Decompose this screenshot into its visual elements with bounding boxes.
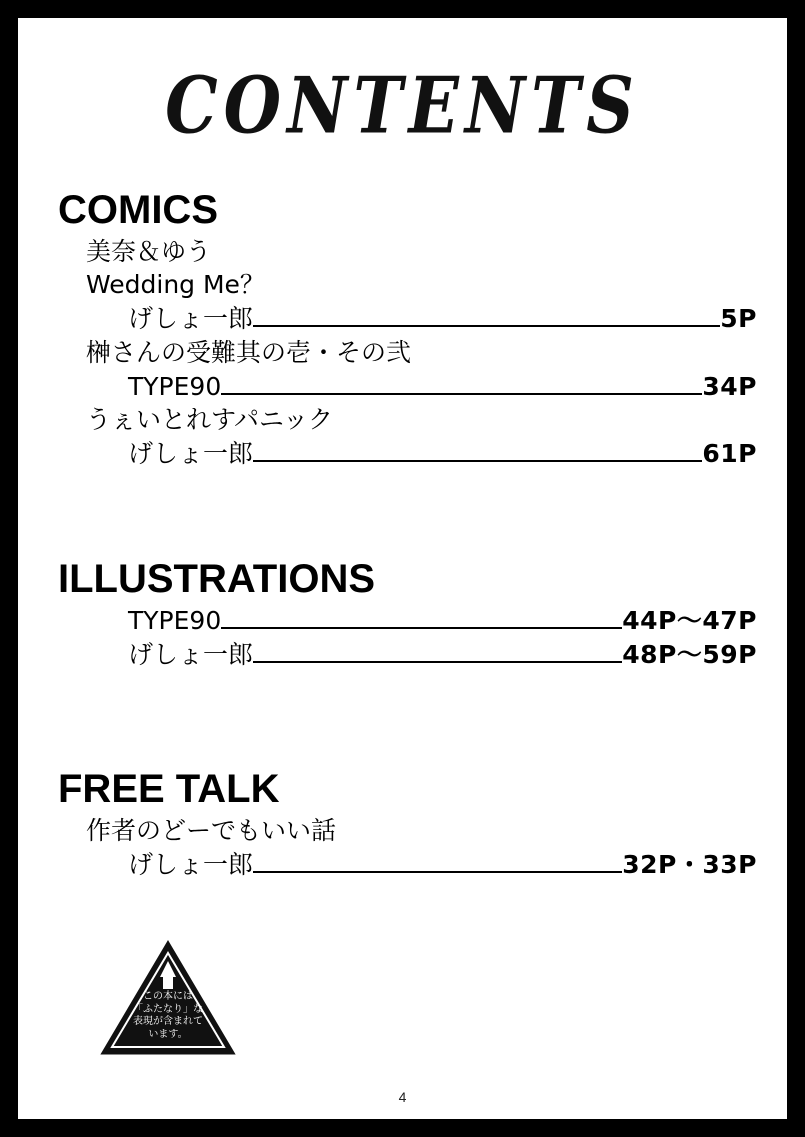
toc-entry[interactable] [128, 370, 757, 404]
warning-line-4: います。 [148, 1028, 188, 1040]
entry-leader [253, 439, 702, 462]
work-title: うぇいとれすパニック [86, 405, 334, 435]
entry-author: TYPE90 [128, 605, 222, 635]
section-free-talk [58, 767, 757, 882]
work-title: 美奈＆ゆう [86, 236, 212, 266]
entry-pages: 34P [702, 371, 757, 401]
entry-pages: 61P [702, 439, 757, 469]
entry-author: げしょ一郎 [128, 439, 254, 469]
entry-author: げしょ一郎 [128, 304, 254, 334]
page-title: CONTENTS [165, 59, 640, 152]
toc-entry[interactable] [128, 604, 757, 638]
section-heading-free-talk: FREE TALK [58, 767, 280, 812]
toc-entry[interactable] [128, 848, 757, 882]
warning-line-1: この本には [143, 991, 193, 1002]
warning-text [100, 991, 236, 1041]
entry-leader [253, 850, 622, 873]
warning-line-2: 「ふたなり」な [133, 1003, 203, 1015]
entry-pages: 32P・33P [622, 850, 757, 880]
toc-entry[interactable] [128, 638, 757, 672]
entry-author: TYPE90 [128, 371, 222, 401]
toc-entry[interactable] [128, 437, 757, 471]
section-heading-illustrations: ILLUSTRATIONS [58, 556, 376, 601]
entry-leader [221, 371, 702, 394]
section-comics [58, 188, 757, 471]
warning-line-3: 表現が含まれて [133, 1016, 203, 1027]
section-heading-comics: COMICS [58, 187, 218, 232]
entry-pages: 5P [720, 304, 757, 334]
content-warning-badge [100, 939, 236, 1057]
entry-leader [221, 606, 622, 629]
work-title: 作者のどーでもいい話 [86, 816, 337, 846]
entry-leader [253, 304, 720, 327]
page-number: 4 [398, 1089, 407, 1105]
work-title: 榊さんの受難其の壱・その弐 [86, 337, 412, 367]
entry-author: げしょ一郎 [128, 850, 254, 880]
entry-leader [253, 639, 622, 662]
contents-page [18, 18, 787, 1119]
section-illustrations [58, 557, 757, 672]
entry-pages: 44P〜47P [622, 605, 757, 635]
toc-entry[interactable] [128, 302, 757, 336]
work-subtitle: Wedding Me？ [86, 270, 265, 300]
entry-author: げしょ一郎 [128, 639, 254, 669]
entry-pages: 48P〜59P [622, 639, 757, 669]
